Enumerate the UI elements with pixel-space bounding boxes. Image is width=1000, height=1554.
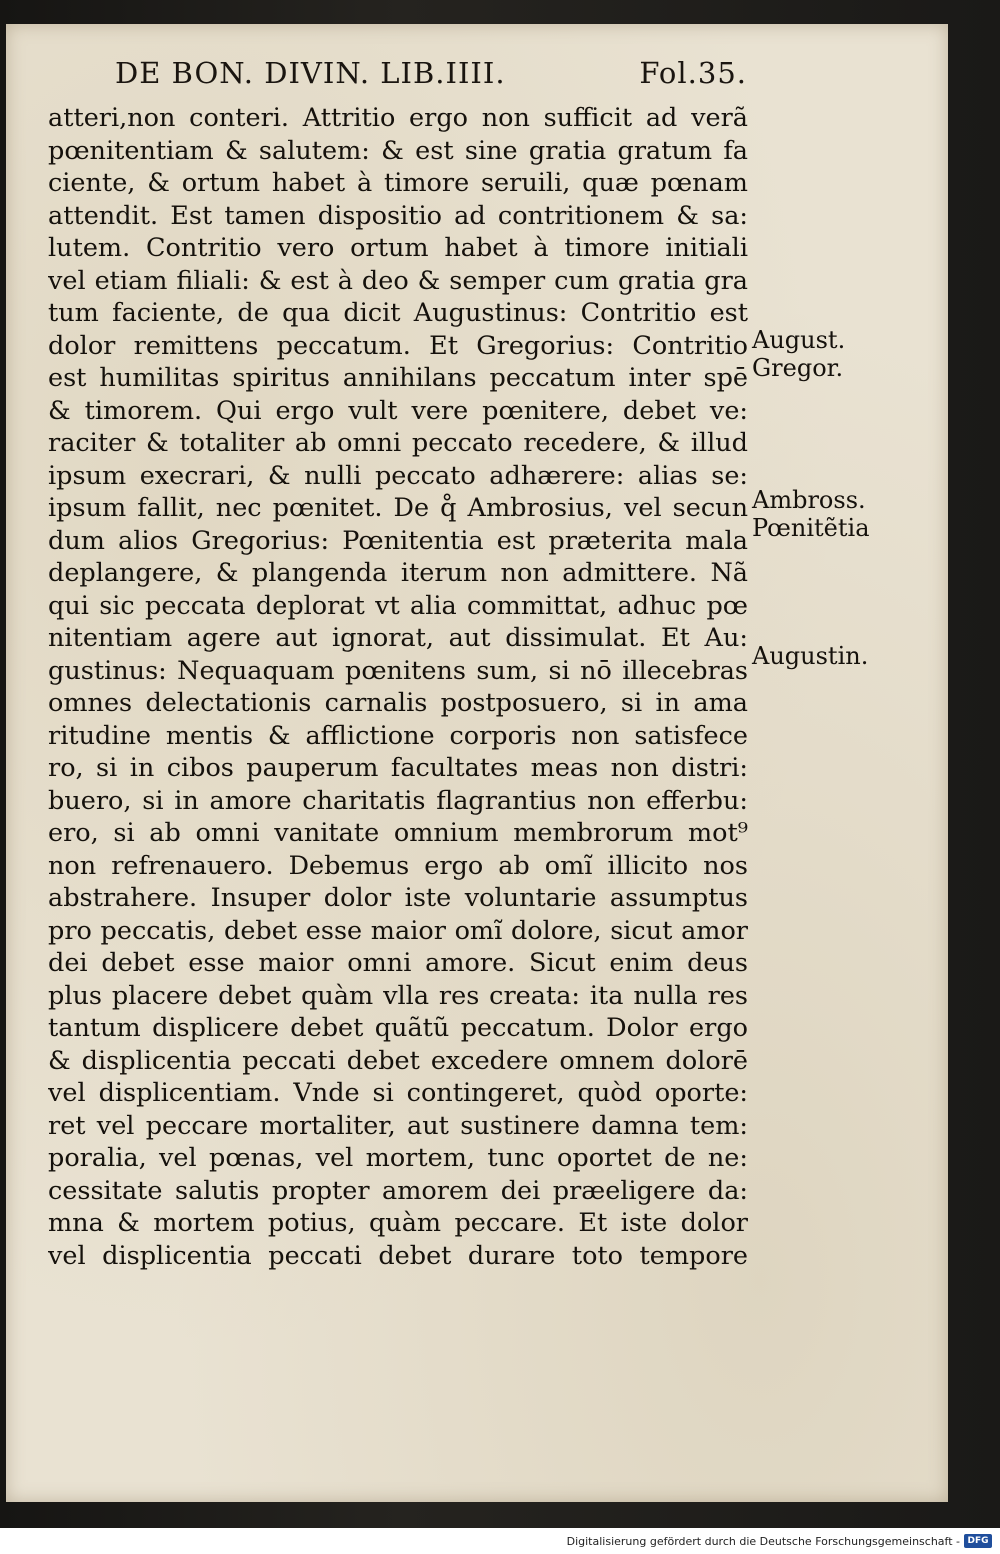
margin-note-line: Gregor.: [752, 354, 844, 382]
dfg-logo: DFG: [964, 1534, 992, 1548]
text-line: attendit. Est tamen dispositio ad contritionem & sa:: [48, 200, 748, 231]
text-line: nitentiam agere aut ignorat, aut dissimulat. Et Au:: [48, 623, 748, 653]
text-line: ro, si in cibos pauperum facultates meas non distri:: [48, 753, 748, 783]
text-line: pœnitentiam & salutem: & est sine gratia gratum fa: [48, 135, 748, 166]
text-line: abstrahere. Insuper dolor iste voluntarie assumptus: [48, 883, 748, 913]
running-header: [115, 56, 747, 92]
text-line: raciter & totaliter ab omni peccato recedere, & illud: [48, 428, 748, 458]
text-line: ritudine mentis & afflictione corporis non satisfece: [48, 720, 748, 751]
header-title: DE BON. DIVIN. LIB.IIII.: [115, 56, 506, 90]
text-line: atteri,non conteri. Attritio ergo non sufficit ad verã: [48, 103, 748, 133]
margin-note-line: August.: [752, 326, 846, 354]
text-line: cessitate salutis propter amorem dei præeligere da:: [48, 1175, 748, 1206]
margin-note-line: Ambross.: [752, 486, 866, 514]
text-line: vel etiam filiali: & est à deo & semper cum gratia gra: [48, 265, 748, 296]
text-line: lutem. Contritio vero ortum habet à timore initiali: [48, 233, 748, 263]
text-line: dum alios Gregorius: Pœnitentia est præterita mala: [48, 525, 748, 556]
text-line: ret vel peccare mortaliter, aut sustinere damna tem:: [48, 1110, 748, 1141]
text-line: gustinus: Nequaquam pœnitens sum, si nō illecebras: [48, 655, 748, 686]
text-line: dei debet esse maior omni amore. Sicut enim deus: [48, 948, 748, 978]
text-line: tantum displicere debet quãtũ peccatum. Dolor ergo: [48, 1013, 748, 1043]
text-line: est humilitas spiritus annihilans peccatum inter spē: [48, 363, 748, 393]
text-line: tum faciente, de qua dicit Augustinus: Contritio est: [48, 298, 748, 328]
margin-note-2: [752, 486, 922, 542]
text-line: vel displicentia peccati debet durare toto tempore: [48, 1240, 748, 1271]
text-line: omnes delectationis carnalis postposuero, si in ama: [48, 688, 748, 718]
text-line: vel displicentiam. Vnde si contingeret, quòd oporte:: [48, 1078, 748, 1108]
text-line: ciente, & ortum habet à timore seruili, quæ pœnam: [48, 168, 748, 198]
text-line: ipsum execrari, & nulli peccato adhærere: alias se:: [48, 460, 748, 491]
text-line: & displicentia peccati debet excedere omnem dolorē: [48, 1045, 748, 1076]
margin-note-3: [752, 642, 922, 670]
text-line: ero, si ab omni vanitate omnium membrorum mot⁹: [48, 818, 748, 848]
footer-credit: Digitalisierung gefördert durch die Deutsche Forschungsgemeinschaft -: [566, 1534, 960, 1548]
text-line: pro peccatis, debet esse maior omĩ dolore, sicut amor: [48, 915, 748, 946]
footer-credit-bar: [0, 1528, 1000, 1554]
margin-note-line: Pœnitẽtia: [752, 514, 870, 542]
text-line: & timorem. Qui ergo vult vere pœnitere, debet ve:: [48, 395, 748, 426]
margin-note-1: [752, 326, 922, 382]
text-line: non refrenauero. Debemus ergo ab omĩ illicito nos: [48, 850, 748, 881]
text-line: plus placere debet quàm vlla res creata: ita nulla res: [48, 980, 748, 1011]
margin-note-line: Augustin.: [752, 642, 869, 670]
text-line: poralia, vel pœnas, vel mortem, tunc oportet de ne:: [48, 1143, 748, 1173]
text-line: qui sic peccata deplorat vt alia committat, adhuc pœ: [48, 590, 748, 621]
text-line: ipsum fallit, nec pœnitet. De q̊ Ambrosius, vel secun: [48, 493, 748, 523]
text-line: dolor remittens peccatum. Et Gregorius: Contritio: [48, 330, 748, 361]
text-line: mna & mortem potius, quàm peccare. Et iste dolor: [48, 1208, 748, 1238]
text-line: deplangere, & plangenda iterum non admittere. Nã: [48, 558, 748, 588]
text-line: buero, si in amore charitatis flagrantius non efferbu:: [48, 785, 748, 816]
folio-number: Fol.35.: [639, 56, 747, 90]
body-text: [48, 102, 748, 1272]
